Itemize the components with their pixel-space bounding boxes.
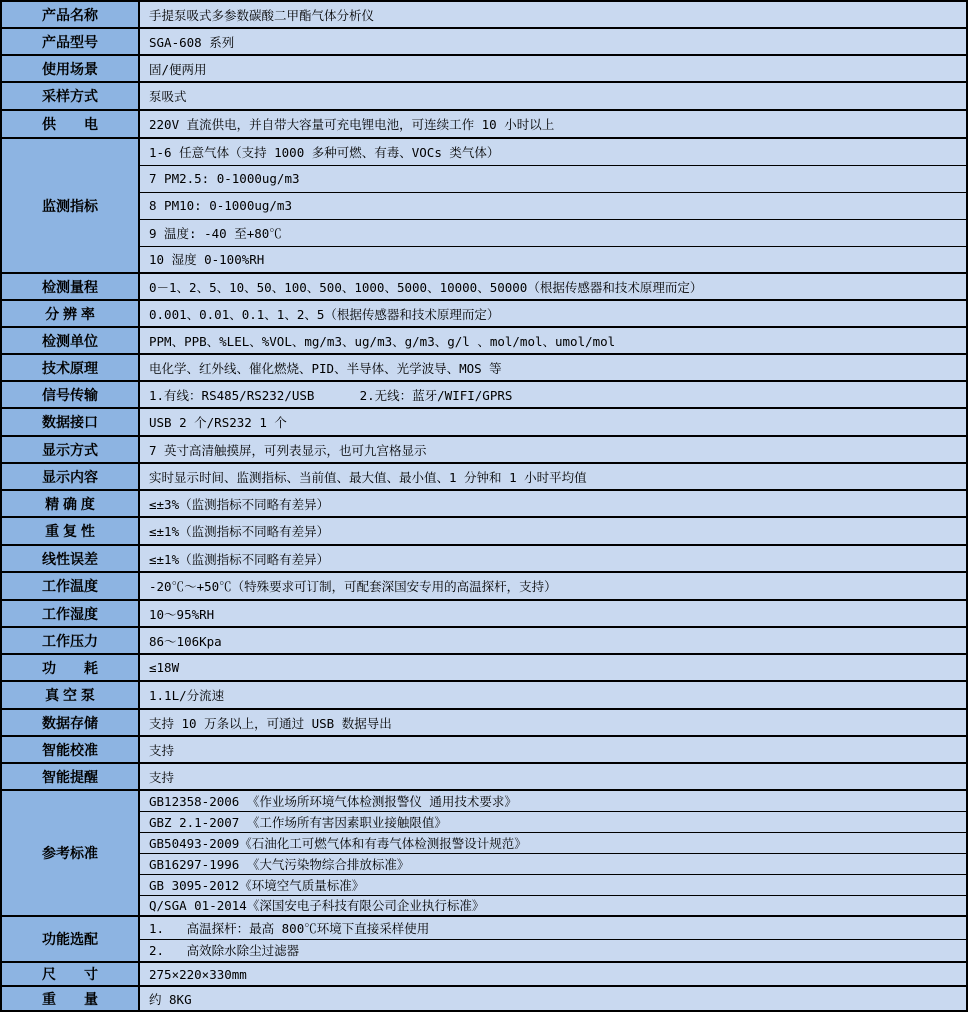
row-value: 1-6 任意气体（支持 1000 多种可燃、有毒、VOCs 类气体） xyxy=(139,138,967,165)
spec-row-working-humidity xyxy=(1,600,967,627)
spec-subrow xyxy=(1,811,967,832)
spec-row-weight xyxy=(1,986,967,1011)
row-value: 1. 高温探杆：最高 800℃环境下直接采样使用 xyxy=(139,916,967,939)
row-value: ≤±3%（监测指标不同略有差异） xyxy=(139,490,967,517)
row-value: 约 8KG xyxy=(139,986,967,1011)
row-label: 显示方式 xyxy=(1,436,139,463)
row-value: GB12358-2006 《作业场所环境气体检测报警仪 通用技术要求》 xyxy=(139,790,967,811)
row-label: 尺 寸 xyxy=(1,962,139,986)
row-value: 1.1L/分流速 xyxy=(139,681,967,709)
row-label: 供 电 xyxy=(1,110,139,138)
row-label: 检测量程 xyxy=(1,273,139,300)
spec-row-display-content xyxy=(1,463,967,490)
spec-row-repeatability xyxy=(1,517,967,545)
row-label: 工作湿度 xyxy=(1,600,139,627)
row-value: 8 PM10: 0-1000ug/m3 xyxy=(139,192,967,219)
row-label: 监测指标 xyxy=(1,138,139,273)
row-label: 功能选配 xyxy=(1,916,139,962)
spec-subrow xyxy=(1,219,967,246)
spec-row-power-consumption xyxy=(1,654,967,681)
row-value: 电化学、红外线、催化燃烧、PID、半导体、光学波导、MOS 等 xyxy=(139,354,967,381)
row-value: 0－1、2、5、10、50、100、500、1000、5000、10000、50000（根据传感器和技术原理而定） xyxy=(139,273,967,300)
row-value: PPM、PPB、%LEL、%VOL、mg/m3、ug/m3、g/m3、g/l 、mol/mol、umol/mol xyxy=(139,327,967,354)
row-value: 86～106Kpa xyxy=(139,627,967,654)
spec-row-working-temperature xyxy=(1,572,967,600)
spec-subrow xyxy=(1,853,967,874)
spec-row-model xyxy=(1,28,967,55)
row-value: SGA-608 系列 xyxy=(139,28,967,55)
row-value: 220V 直流供电，并自带大容量可充电锂电池，可连续工作 10 小时以上 xyxy=(139,110,967,138)
row-value: 10～95%RH xyxy=(139,600,967,627)
row-label: 智能校准 xyxy=(1,736,139,763)
row-value: -20℃～+50℃（特殊要求可订制，可配套深国安专用的高温探杆，支持） xyxy=(139,572,967,600)
spec-subrow xyxy=(1,192,967,219)
row-value: ≤±1%（监测指标不同略有差异） xyxy=(139,517,967,545)
spec-row-display-mode xyxy=(1,436,967,463)
spec-row-data-interface xyxy=(1,408,967,436)
row-value: 固/便两用 xyxy=(139,55,967,82)
row-value: GB16297-1996 《大气污染物综合排放标准》 xyxy=(139,853,967,874)
spec-row-linearity-error xyxy=(1,545,967,572)
row-value: 泵吸式 xyxy=(139,82,967,110)
row-label: 技术原理 xyxy=(1,354,139,381)
row-value: GBZ 2.1-2007 《工作场所有害因素职业接触限值》 xyxy=(139,811,967,832)
row-label: 显示内容 xyxy=(1,463,139,490)
row-label: 使用场景 xyxy=(1,55,139,82)
spec-row-detection-unit xyxy=(1,327,967,354)
row-value: 支持 xyxy=(139,736,967,763)
spec-row-usage-scene xyxy=(1,55,967,82)
row-value: 9 温度: -40 至+80℃ xyxy=(139,219,967,246)
row-label: 检测单位 xyxy=(1,327,139,354)
row-label: 精 确 度 xyxy=(1,490,139,517)
row-value: 1.有线：RS485/RS232/USB 2.无线：蓝牙/WIFI/GPRS xyxy=(139,381,967,408)
row-label: 功 耗 xyxy=(1,654,139,681)
spec-row-working-pressure xyxy=(1,627,967,654)
row-label: 数据存储 xyxy=(1,709,139,736)
row-value: ≤18W xyxy=(139,654,967,681)
row-value: 实时显示时间、监测指标、当前值、最大值、最小值、1 分钟和 1 小时平均值 xyxy=(139,463,967,490)
spec-row-dimensions xyxy=(1,962,967,986)
spec-row-smart-calibration xyxy=(1,736,967,763)
spec-subrow xyxy=(1,895,967,916)
spec-subrow xyxy=(1,165,967,192)
row-label: 产品型号 xyxy=(1,28,139,55)
spec-row-detection-range xyxy=(1,273,967,300)
row-value: GB50493-2009《石油化工可燃气体和有毒气体检测报警设计规范》 xyxy=(139,832,967,853)
row-label: 工作温度 xyxy=(1,572,139,600)
row-label: 分 辨 率 xyxy=(1,300,139,327)
row-value: USB 2 个/RS232 1 个 xyxy=(139,408,967,436)
spec-row-data-storage xyxy=(1,709,967,736)
spec-row-monitoring-indicators xyxy=(1,138,967,165)
row-value: 支持 10 万条以上，可通过 USB 数据导出 xyxy=(139,709,967,736)
row-value: GB 3095-2012《环境空气质量标准》 xyxy=(139,874,967,895)
row-value: 7 英寸高清触摸屏，可列表显示，也可九宫格显示 xyxy=(139,436,967,463)
spec-subrow xyxy=(1,874,967,895)
spec-subrow xyxy=(1,832,967,853)
spec-subrow xyxy=(1,246,967,273)
row-label: 采样方式 xyxy=(1,82,139,110)
spec-row-resolution xyxy=(1,300,967,327)
spec-row-signal-transmission xyxy=(1,381,967,408)
row-label: 重 量 xyxy=(1,986,139,1011)
spec-row-technical-principle xyxy=(1,354,967,381)
row-value: 2. 高效除水除尘过滤器 xyxy=(139,939,967,962)
spec-row-product-name xyxy=(1,1,967,28)
spec-row-power-supply xyxy=(1,110,967,138)
row-label: 产品名称 xyxy=(1,1,139,28)
row-value: Q/SGA 01-2014《深国安电子科技有限公司企业执行标准》 xyxy=(139,895,967,916)
row-label: 智能提醒 xyxy=(1,763,139,790)
row-label: 线性误差 xyxy=(1,545,139,572)
row-value: 7 PM2.5: 0-1000ug/m3 xyxy=(139,165,967,192)
row-value: 10 湿度 0-100%RH xyxy=(139,246,967,273)
row-value: 275×220×330mm xyxy=(139,962,967,986)
spec-row-smart-reminder xyxy=(1,763,967,790)
row-label: 数据接口 xyxy=(1,408,139,436)
row-label: 重 复 性 xyxy=(1,517,139,545)
spec-subrow xyxy=(1,939,967,962)
spec-row-optional-functions xyxy=(1,916,967,939)
row-value: 0.001、0.01、0.1、1、2、5（根据传感器和技术原理而定） xyxy=(139,300,967,327)
spec-row-vacuum-pump xyxy=(1,681,967,709)
row-label: 信号传输 xyxy=(1,381,139,408)
row-label: 工作压力 xyxy=(1,627,139,654)
spec-row-reference-standards xyxy=(1,790,967,811)
row-label: 参考标准 xyxy=(1,790,139,916)
spec-row-sampling-method xyxy=(1,82,967,110)
row-value: ≤±1%（监测指标不同略有差异） xyxy=(139,545,967,572)
row-value: 手提泵吸式多参数碳酸二甲酯气体分析仪 xyxy=(139,1,967,28)
spec-row-accuracy xyxy=(1,490,967,517)
row-value: 支持 xyxy=(139,763,967,790)
row-label: 真 空 泵 xyxy=(1,681,139,709)
